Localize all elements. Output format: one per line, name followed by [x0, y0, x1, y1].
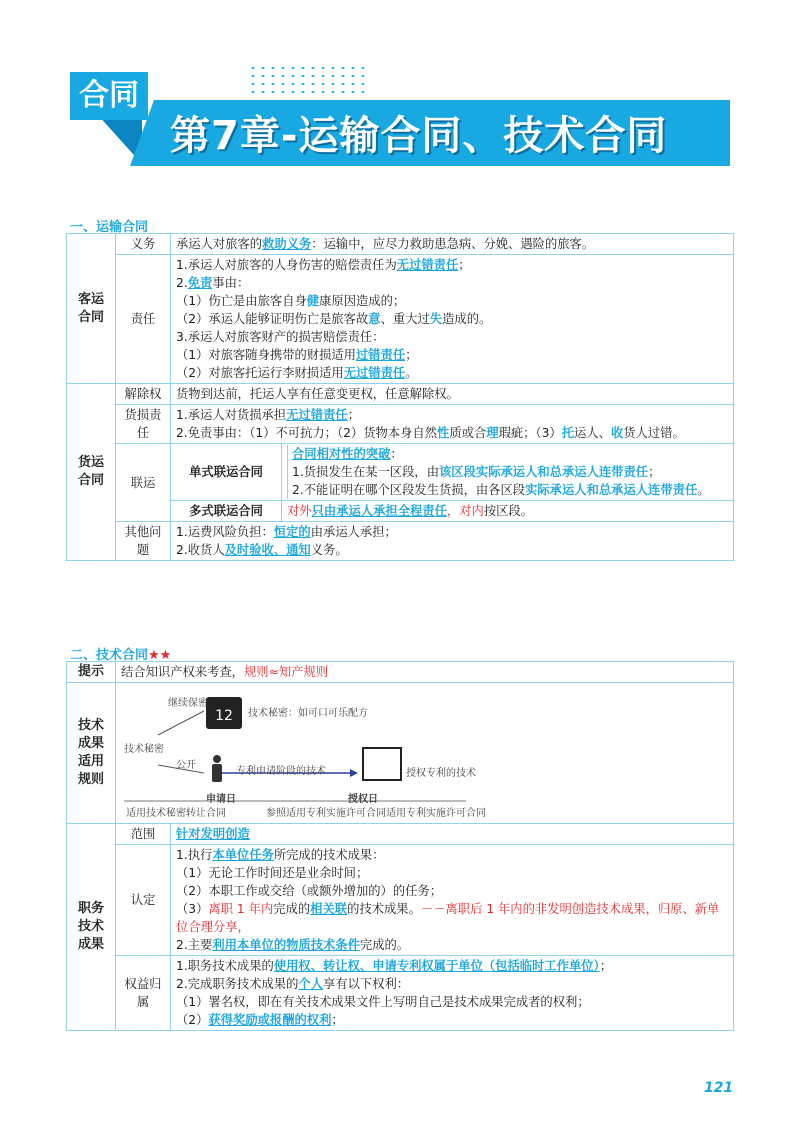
cargo-contract-label: 货运合同 — [67, 384, 116, 561]
other-issues-text: 1.运费风险负担：恒定的由承运人承担； 2.收货人及时验收、通知义务。 — [171, 522, 734, 561]
granted-patent-label: 授权专利的技术 — [406, 768, 476, 779]
patent-stage-label: 专利申请阶段的技术 — [236, 766, 326, 777]
person-icon — [212, 755, 222, 783]
tech-secret-example: 技术秘密：如可口可乐配方 — [248, 708, 368, 719]
other-issues-label: 其他问题 — [116, 522, 171, 561]
transport-contract-table — [66, 233, 734, 561]
tech-rules-diagram — [116, 683, 733, 823]
page-number: 121 — [704, 1080, 734, 1096]
tech-rules-label: 技术成果适用规则 — [67, 683, 116, 824]
apply-day-label: 申请日 — [206, 794, 236, 805]
identify-label: 认定 — [116, 845, 171, 956]
importance-stars: ★★ — [148, 648, 172, 663]
grant-day-label: 授权日 — [348, 794, 378, 805]
chapter-title: 第7章-运输合同、技术合同 — [170, 113, 668, 159]
cancel-right-label: 解除权 — [116, 384, 171, 405]
service-tech-label: 职务技术成果 — [67, 824, 116, 1031]
open-label: 公开 — [176, 760, 196, 771]
hint-label: 提示 — [67, 662, 116, 683]
multimodal-label: 多式联运合同 — [171, 501, 282, 522]
calendar-icon: 12 — [206, 697, 242, 729]
section-title-transport: 一、运输合同 — [70, 220, 149, 235]
chapter-banner — [70, 64, 730, 174]
keep-secret-label: 继续保密 — [168, 698, 208, 709]
tech-rules-diagram-cell — [116, 683, 734, 824]
office-icon — [362, 747, 402, 781]
decorative-dots — [248, 64, 368, 98]
hint-text: 结合知识产权来考查，规则≈知产规则 — [116, 662, 734, 683]
chapter-tag: 合同 — [70, 72, 148, 120]
intermodal-label: 联运 — [116, 444, 171, 522]
cargo-damage-text: 1.承运人对货损承担无过错责任； 2.免责事由：（1）不可抗力；（2）货物本身自然性质或合理瑕疵；（3）托运人、收货人过错。 — [171, 405, 734, 444]
unit-intermodal-text: 合同相对性的突破： 1.货损发生在某一区段，由该区段实际承运人和总承运人连带责任； 2.不能证明在哪个区段发生货损，由各区段实际承运人和总承运人连带责任。 — [282, 444, 734, 501]
section-title-tech: 二、技术合同★★ — [70, 648, 172, 663]
responsibility-text: 1.承运人对旅客的人身伤害的赔偿责任为无过错责任； 2.免责事由： （1）伤亡是由旅客自身健康原因造成的； （2）承运人能够证明伤亡是旅客故意、重大过失造成的。 3.承运人对旅客财产的损害赔偿责任： （1）对旅客随身携带的财损适用过错责任； （2）对旅客托运行李财损适用无过错责任。 — [171, 255, 734, 384]
cargo-damage-label: 货损责任 — [116, 405, 171, 444]
unit-intermodal-label: 单式联运合同 — [171, 444, 282, 501]
middle-note: 参照适用专利实施许可合同 — [266, 808, 386, 819]
right-note: 适用专利实施许可合同 — [386, 808, 486, 819]
duty-label: 义务 — [116, 234, 171, 255]
rights-text: 1.职务技术成果的使用权、转让权、申请专利权属于单位（包括临时工作单位）； 2.完成职务技术成果的个人享有以下权利： （1）署名权，即在有关技术成果文件上写明自己是技术成果完成者的权利； （2）获得奖励或报酬的权利； — [171, 956, 734, 1031]
tech-secret-left-label: 技术秘密 — [124, 744, 164, 755]
cancel-right-text: 货物到达前，托运人享有任意变更权，任意解除权。 — [171, 384, 734, 405]
tech-contract-table — [66, 661, 734, 1031]
scope-label: 范围 — [116, 824, 171, 845]
duty-text: 承运人对旅客的救助义务：运输中，应尽力救助患急病、分娩、遇险的旅客。 — [171, 234, 734, 255]
left-note: 适用技术秘密转让合同 — [126, 808, 226, 819]
scope-text: 针对发明创造 — [171, 824, 734, 845]
multimodal-text: 对外只由承运人承担全程责任，对内按区段。 — [282, 501, 734, 522]
identify-text: 1.执行本单位任务所完成的技术成果： （1）无论工作时间还是业余时间； （2）本职工作或交给（或额外增加的）的任务； （3）离职 1 年内完成的相关联的技术成果。－－离职后 1 年内的非发明创造技术成果，归原、新单位合理分享， 2.主要利用本单位的物质技术条件完成的。 — [171, 845, 734, 956]
rights-label: 权益归属 — [116, 956, 171, 1031]
responsibility-label: 责任 — [116, 255, 171, 384]
passenger-contract-label: 客运合同 — [67, 234, 116, 384]
